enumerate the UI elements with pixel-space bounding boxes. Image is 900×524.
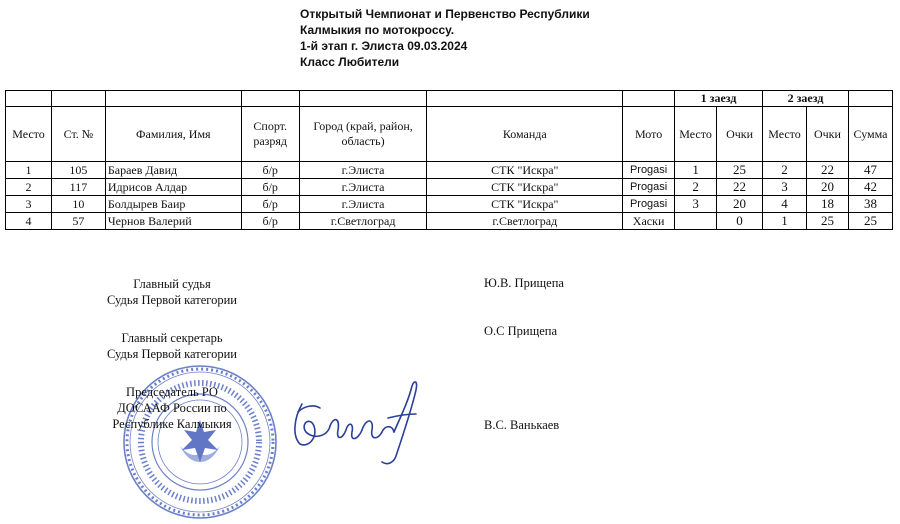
- col-rank: Спорт. разряд: [241, 107, 299, 162]
- cell-place: 3: [6, 196, 52, 213]
- chair-block: [92, 384, 252, 432]
- cell-heat2-points: 25: [806, 213, 848, 230]
- cell-heat1-place: 1: [675, 162, 717, 179]
- table-column-header: [6, 107, 893, 162]
- cell-rank: б/р: [241, 179, 299, 196]
- header-subtitle: Калмыкия по мотокроссу.: [300, 23, 455, 37]
- col-total: Сумма: [848, 107, 892, 162]
- cell-name: Чернов Валерий: [105, 213, 241, 230]
- col-start-number: Ст. №: [51, 107, 105, 162]
- cell-city: г.Элиста: [299, 162, 427, 179]
- col-place: Место: [6, 107, 52, 162]
- cell-heat1-points: 25: [717, 162, 763, 179]
- chief-secretary-block: [92, 330, 252, 362]
- chief-judge-block: [92, 276, 252, 308]
- cell-place: 2: [6, 179, 52, 196]
- cell-heat1-place: 2: [675, 179, 717, 196]
- cell-moto: Progasi: [623, 196, 675, 213]
- cell-moto: Progasi: [623, 179, 675, 196]
- cell-place: 1: [6, 162, 52, 179]
- chief-judge-name: Ю.В. Прищепа: [484, 276, 564, 290]
- chief-secretary-name: О.С Прищепа: [484, 324, 557, 338]
- table-row: [6, 162, 893, 179]
- handwritten-signature: [284, 378, 444, 468]
- col-heat2-place: Место: [763, 107, 807, 162]
- cell-rank: б/р: [241, 162, 299, 179]
- col-heat2-points: Очки: [806, 107, 848, 162]
- cell-heat2-place: 2: [763, 162, 807, 179]
- col-name: Фамилия, Имя: [105, 107, 241, 162]
- cell-team: СТК "Искра": [427, 162, 623, 179]
- document-header: [300, 6, 590, 70]
- cell-moto: Хаски: [623, 213, 675, 230]
- col-team: Команда: [427, 107, 623, 162]
- cell-heat2-points: 18: [806, 196, 848, 213]
- cell-team: СТК "Искра": [427, 179, 623, 196]
- cell-name: Болдырев Баир: [105, 196, 241, 213]
- cell-moto: Progasi: [623, 162, 675, 179]
- col-heat1-points: Очки: [717, 107, 763, 162]
- heat2-group-label: 2 заезд: [763, 91, 849, 107]
- chair-line-3: Республике Калмыкия: [112, 417, 232, 431]
- cell-heat2-place: 4: [763, 196, 807, 213]
- col-moto: Мото: [623, 107, 675, 162]
- chief-secretary-category: Судья Первой категории: [107, 347, 237, 361]
- cell-total: 25: [848, 213, 892, 230]
- cell-rank: б/р: [241, 196, 299, 213]
- cell-heat1-points: 0: [717, 213, 763, 230]
- cell-place: 4: [6, 213, 52, 230]
- chair-line-2: ДОСААФ России по: [117, 401, 227, 415]
- header-class: Класс Любители: [300, 55, 400, 69]
- cell-heat2-place: 3: [763, 179, 807, 196]
- cell-name: Идрисов Алдар: [105, 179, 241, 196]
- cell-name: Бараев Давид: [105, 162, 241, 179]
- table-row: [6, 213, 893, 230]
- col-heat1-place: Место: [675, 107, 717, 162]
- cell-rank: б/р: [241, 213, 299, 230]
- table-group-header: [6, 91, 893, 107]
- table-row: [6, 179, 893, 196]
- header-stage: 1-й этап г. Элиста 09.03.2024: [300, 39, 468, 53]
- header-title: Открытый Чемпионат и Первенство Республики: [300, 7, 590, 21]
- cell-heat1-place: [675, 213, 717, 230]
- cell-total: 47: [848, 162, 892, 179]
- cell-city: г.Элиста: [299, 196, 427, 213]
- chief-judge-category: Судья Первой категории: [107, 293, 237, 307]
- cell-heat1-points: 22: [717, 179, 763, 196]
- results-table: [5, 90, 893, 230]
- heat1-group-label: 1 заезд: [675, 91, 763, 107]
- cell-start-number: 105: [51, 162, 105, 179]
- chair-name: В.С. Ванькаев: [484, 418, 560, 432]
- cell-start-number: 57: [51, 213, 105, 230]
- cell-heat1-place: 3: [675, 196, 717, 213]
- chair-line-1: Председатель РО: [126, 385, 218, 399]
- cell-city: г.Элиста: [299, 179, 427, 196]
- chief-judge-title: Главный судья: [133, 277, 211, 291]
- cell-start-number: 117: [51, 179, 105, 196]
- cell-city: г.Светлоград: [299, 213, 427, 230]
- col-city: Город (край, район, область): [299, 107, 427, 162]
- cell-team: г.Светлоград: [427, 213, 623, 230]
- cell-total: 38: [848, 196, 892, 213]
- cell-heat2-place: 1: [763, 213, 807, 230]
- cell-heat2-points: 20: [806, 179, 848, 196]
- cell-start-number: 10: [51, 196, 105, 213]
- cell-heat1-points: 20: [717, 196, 763, 213]
- cell-heat2-points: 22: [806, 162, 848, 179]
- chief-secretary-title: Главный секретарь: [121, 331, 223, 345]
- cell-total: 42: [848, 179, 892, 196]
- table-row: [6, 196, 893, 213]
- cell-team: СТК "Искра": [427, 196, 623, 213]
